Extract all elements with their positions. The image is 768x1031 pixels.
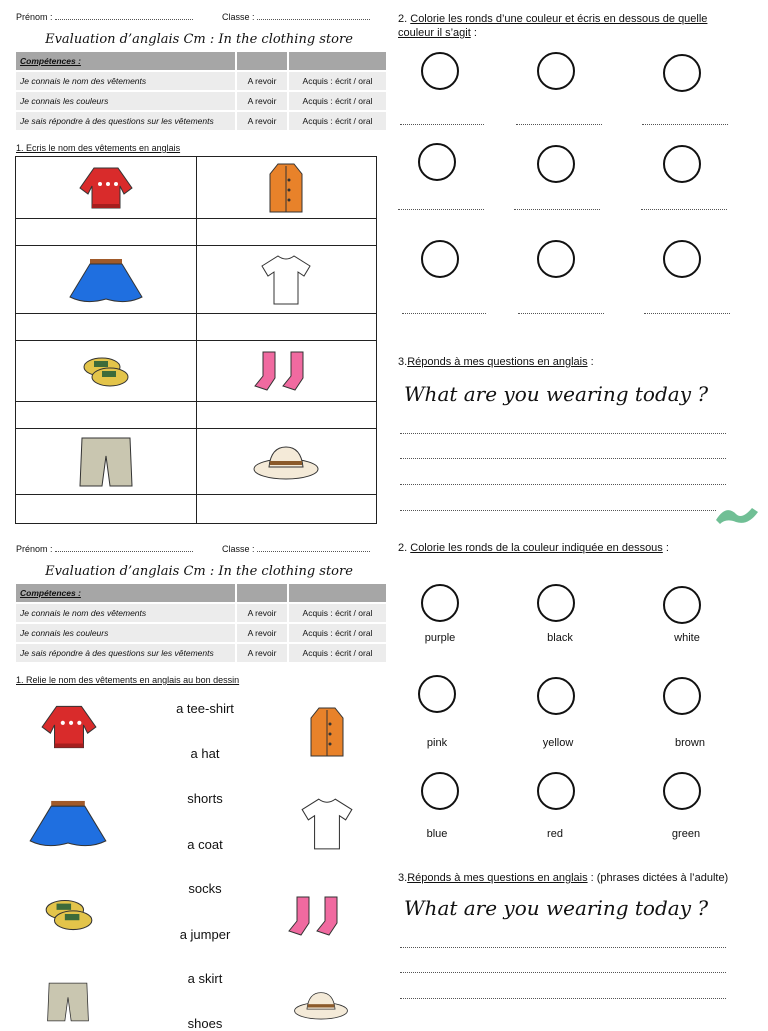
socks-cell — [196, 341, 377, 401]
color-circle[interactable] — [537, 240, 575, 278]
prenom-field[interactable] — [55, 11, 193, 20]
competences-header: Compétences : — [16, 52, 236, 71]
color-label: black — [547, 632, 573, 644]
question-text: What are you wearing today ? — [404, 382, 709, 406]
color-circle[interactable] — [418, 143, 456, 181]
word-socks[interactable]: socks — [188, 881, 222, 896]
color-circle[interactable] — [421, 584, 459, 622]
prenom-field[interactable] — [55, 543, 193, 552]
color-circle[interactable] — [663, 677, 701, 715]
answer-line[interactable] — [398, 209, 484, 210]
classe-label: Classe : — [222, 12, 255, 22]
color-label: yellow — [542, 737, 574, 749]
color-circle[interactable] — [421, 772, 459, 810]
word-shoes[interactable]: shoes — [187, 1016, 223, 1031]
prenom-label: Prénom : — [16, 12, 53, 22]
shoes-cell — [16, 341, 196, 401]
page-title: Evaluation d’anglais Cm : In the clothing store — [45, 564, 353, 579]
skirt-icon — [26, 796, 110, 850]
answer-line[interactable] — [400, 972, 726, 973]
answer-cell[interactable] — [196, 219, 377, 245]
socks-icon — [251, 348, 321, 394]
jumper-icon — [76, 162, 136, 214]
skirt-icon — [66, 255, 146, 305]
answer-cell[interactable] — [196, 402, 377, 428]
color-label: pink — [426, 737, 448, 749]
word-hat[interactable]: a hat — [190, 746, 220, 761]
color-circle[interactable] — [663, 240, 701, 278]
table-row: Je sais répondre à des questions sur les vêtements A revoir Acquis : écrit / oral — [16, 111, 386, 131]
answer-line[interactable] — [400, 998, 726, 999]
table-row: Je connais le nom des vêtements A revoir Acquis : écrit / oral — [16, 603, 386, 623]
color-circle[interactable] — [537, 584, 575, 622]
classe-line — [222, 11, 370, 22]
shoes-icon — [80, 351, 132, 391]
prenom-label: Prénom : — [16, 544, 53, 554]
competences-table — [16, 584, 386, 664]
logo-icon — [712, 500, 762, 530]
answer-line[interactable] — [400, 433, 726, 434]
color-circle[interactable] — [421, 240, 459, 278]
competences-table — [16, 52, 386, 132]
classe-field[interactable] — [257, 543, 370, 552]
shorts-icon — [76, 434, 136, 490]
answer-cell[interactable] — [196, 495, 377, 523]
question-1: 1. Ecris le nom des vêtements en anglais — [16, 143, 181, 153]
answer-line[interactable] — [400, 947, 726, 948]
question-3: 3.Réponds à mes questions en anglais : (phrases dictées à l’adulte) — [398, 872, 729, 884]
skirt-cell — [16, 246, 196, 313]
answer-line[interactable] — [514, 209, 600, 210]
jumper-cell — [16, 157, 196, 218]
question-2: 2. Colorie les ronds de la couleur indiquée en dessous : — [398, 542, 669, 554]
answer-line[interactable] — [641, 209, 727, 210]
answer-line[interactable] — [400, 510, 716, 511]
shorts-cell — [16, 429, 196, 494]
table-row: Je connais le nom des vêtements A revoir Acquis : écrit / oral — [16, 71, 386, 91]
color-label: purple — [424, 632, 456, 644]
color-circle[interactable] — [418, 675, 456, 713]
answer-line[interactable] — [516, 124, 602, 125]
prenom-line — [16, 11, 193, 22]
table-row: Je sais répondre à des questions sur les vêtements A revoir Acquis : écrit / oral — [16, 643, 386, 663]
hat-icon — [286, 986, 356, 1024]
answer-cell[interactable] — [16, 219, 196, 245]
tshirt-cell — [196, 246, 377, 313]
answer-cell[interactable] — [16, 495, 196, 523]
socks-icon — [285, 893, 355, 939]
word-skirt[interactable]: a skirt — [187, 971, 223, 986]
color-circle[interactable] — [663, 586, 701, 624]
page-title: Evaluation d’anglais Cm : In the clothing store — [45, 32, 353, 47]
hat-cell — [196, 429, 377, 494]
answer-line[interactable] — [400, 458, 726, 459]
color-label: green — [671, 828, 701, 840]
answer-line[interactable] — [400, 124, 484, 125]
shoes-icon — [42, 893, 96, 935]
color-label: white — [674, 632, 700, 644]
answer-cell[interactable] — [16, 402, 196, 428]
answer-line[interactable] — [518, 313, 604, 314]
table-row: Je connais les couleurs A revoir Acquis : écrit / oral — [16, 623, 386, 643]
coat-cell — [196, 157, 377, 218]
color-circle[interactable] — [663, 145, 701, 183]
answer-cell[interactable] — [196, 314, 377, 340]
color-circle[interactable] — [663, 772, 701, 810]
color-label: brown — [675, 737, 705, 749]
question-3: 3.Réponds à mes questions en anglais : — [398, 356, 594, 368]
classe-line — [222, 543, 370, 554]
prenom-line — [16, 543, 193, 554]
coat-icon — [307, 703, 347, 761]
word-jumper[interactable]: a jumper — [179, 927, 231, 942]
answer-line[interactable] — [400, 484, 726, 485]
color-circle[interactable] — [537, 52, 575, 90]
answer-cell[interactable] — [16, 314, 196, 340]
color-circle[interactable] — [663, 54, 701, 92]
color-circle[interactable] — [537, 677, 575, 715]
answer-line[interactable] — [402, 313, 486, 314]
answer-line[interactable] — [642, 124, 728, 125]
coat-icon — [266, 160, 306, 216]
shorts-icon — [38, 980, 98, 1024]
question-1: 1. Relie le nom des vêtements en anglais au bon dessin — [16, 675, 240, 685]
answer-line[interactable] — [644, 313, 730, 314]
table-row: Je connais les couleurs A revoir Acquis : écrit / oral — [16, 91, 386, 111]
question-2: 2. Colorie les ronds d’une couleur et écris en dessous de quelle couleur il s’agit : — [398, 13, 708, 39]
tshirt-icon — [260, 252, 312, 308]
color-circle[interactable] — [537, 772, 575, 810]
competences-header: Compétences : — [16, 584, 236, 603]
hat-icon — [251, 439, 321, 485]
word-coat[interactable]: a coat — [187, 837, 223, 852]
tshirt-icon — [300, 795, 354, 853]
classe-field[interactable] — [257, 11, 370, 20]
color-circle[interactable] — [421, 52, 459, 90]
jumper-icon — [38, 700, 100, 754]
question-text: What are you wearing today ? — [404, 896, 709, 920]
word-tee-shirt[interactable]: a tee-shirt — [176, 701, 234, 716]
color-circle[interactable] — [537, 145, 575, 183]
color-label: blue — [426, 828, 448, 840]
clothes-grid — [15, 156, 377, 524]
color-label: red — [547, 828, 563, 840]
word-shorts[interactable]: shorts — [187, 791, 223, 806]
classe-label: Classe : — [222, 544, 255, 554]
